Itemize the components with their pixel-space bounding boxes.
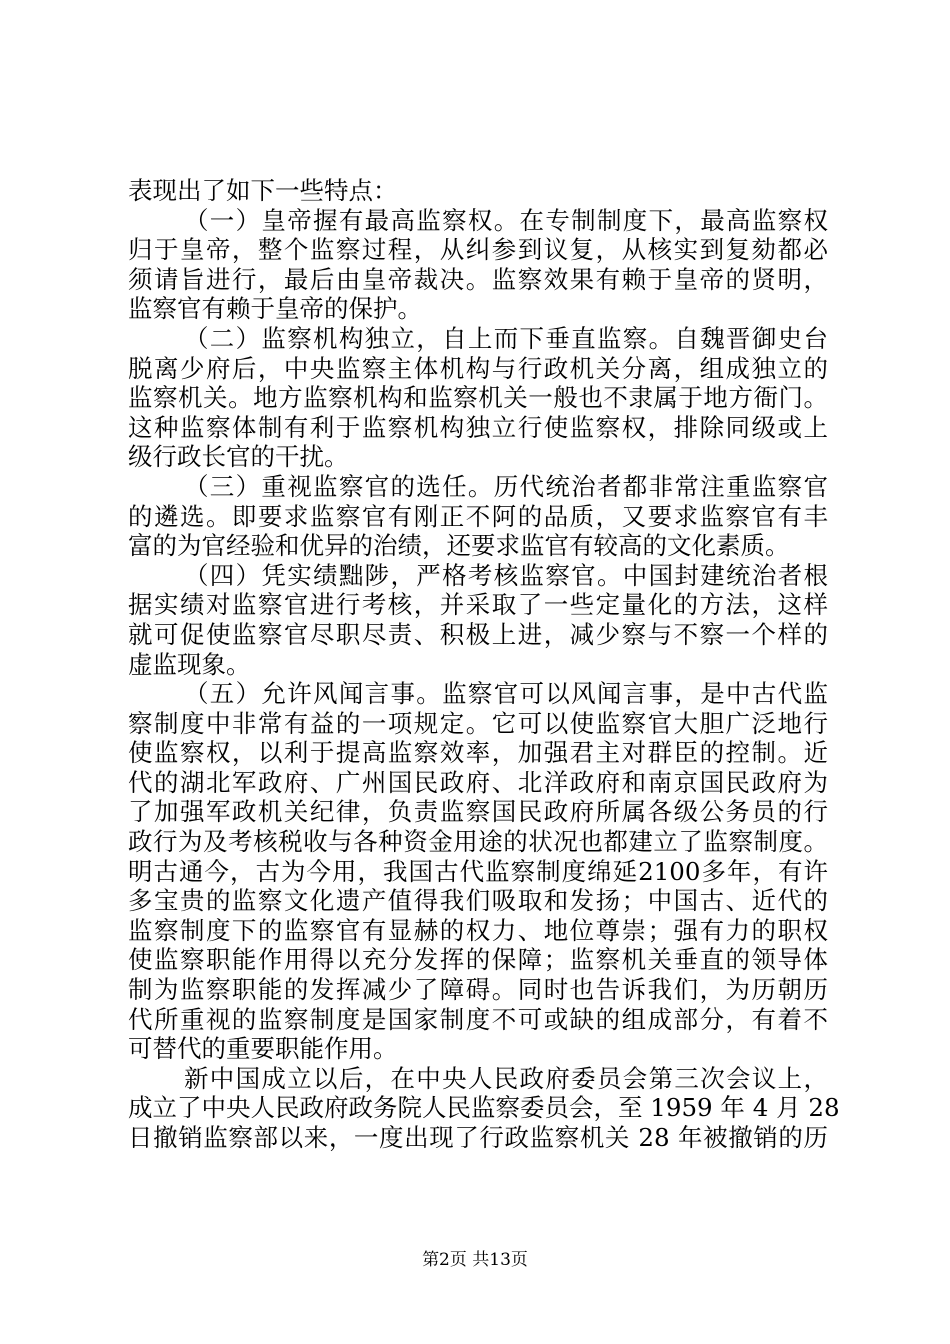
text-line: 可替代的重要职能作用。 (128, 1034, 398, 1064)
text-line: 明古通今，古为今用，我国古代监察制度绵延2100多年，有许 (128, 856, 828, 886)
text-line: 脱离少府后，中央监察主体机构与行政机关分离，组成独立的 (128, 353, 828, 383)
text-line: 这种监察体制有利于监察机构独立行使监察权，排除同级或上 (128, 412, 828, 442)
body-text (128, 176, 840, 1153)
text-line: 虚监现象。 (128, 649, 251, 679)
text-line: 就可促使监察官尽职尽责、积极上进，减少察与不察一个样的 (128, 619, 828, 649)
text-line: 多宝贵的监察文化遗产值得我们吸取和发扬；中国古、近代的 (128, 886, 828, 916)
text-line: 监察官有赖于皇帝的保护。 (128, 294, 422, 324)
text-line: 归于皇帝，整个监察过程，从纠参到议复，从核实到复劾都必 (128, 235, 828, 265)
text-line: 政行为及考核税收与各种资金用途的状况也都建立了监察制度。 (128, 827, 828, 857)
text-line: 监察机关。地方监察机构和监察机关一般也不隶属于地方衙门。 (128, 383, 828, 413)
text-line: 制为监察职能的发挥减少了障碍。同时也告诉我们，为历朝历 (128, 975, 828, 1005)
text-line: 级行政长官的干扰。 (128, 442, 349, 472)
text-line: （二）监察机构独立，自上而下垂直监察。自魏晋御史台 (184, 323, 828, 353)
text-line: 使监察权，以利于提高监察效率，加强君主对群臣的控制。近 (128, 738, 828, 768)
text-line: 代的湖北军政府、广州国民政府、北洋政府和南京国民政府为 (128, 767, 828, 797)
text-line: （五）允许风闻言事。监察官可以风闻言事，是中古代监 (184, 679, 828, 709)
text-line: 据实绩对监察官进行考核，并采取了一些定量化的方法，这样 (128, 590, 828, 620)
text-line: 成立了中央人民政府政务院人民监察委员会，至 1959 年 4 月 28 (128, 1093, 840, 1123)
text-line: （一）皇帝握有最高监察权。在专制制度下，最高监察权 (184, 205, 828, 235)
text-line: 察制度中非常有益的一项规定。它可以使监察官大胆广泛地行 (128, 708, 828, 738)
page-footer: 第2页 共13页 (422, 1250, 528, 1270)
text-line: 了加强军政机关纪律，负责监察国民政府所属各级公务员的行 (128, 797, 828, 827)
text-line: 监察制度下的监察官有显赫的权力、地位尊崇；强有力的职权 (128, 915, 828, 945)
text-line: 代所重视的监察制度是国家制度不可或缺的组成部分，有着不 (128, 1004, 828, 1034)
text-line: 的遴选。即要求监察官有刚正不阿的品质，又要求监察官有丰 (128, 501, 828, 531)
text-line: （三）重视监察官的选任。历代统治者都非常注重监察官 (184, 471, 828, 501)
text-line: 日撤销监察部以来，一度出现了行政监察机关 28 年被撤销的历 (128, 1123, 828, 1152)
text-line: 表现出了如下一些特点： (128, 176, 398, 205)
text-line: 须请旨进行，最后由皇帝裁决。监察效果有赖于皇帝的贤明， (128, 264, 828, 294)
text-line: 使监察职能作用得以充分发挥的保障；监察机关垂直的领导体 (128, 945, 828, 975)
text-line: 新中国成立以后，在中央人民政府委员会第三次会议上， (184, 1063, 828, 1093)
text-line: 富的为官经验和优异的治绩，还要求监官有较高的文化素质。 (128, 531, 790, 561)
text-line: （四）凭实绩黜陟，严格考核监察官。中国封建统治者根 (184, 560, 828, 590)
